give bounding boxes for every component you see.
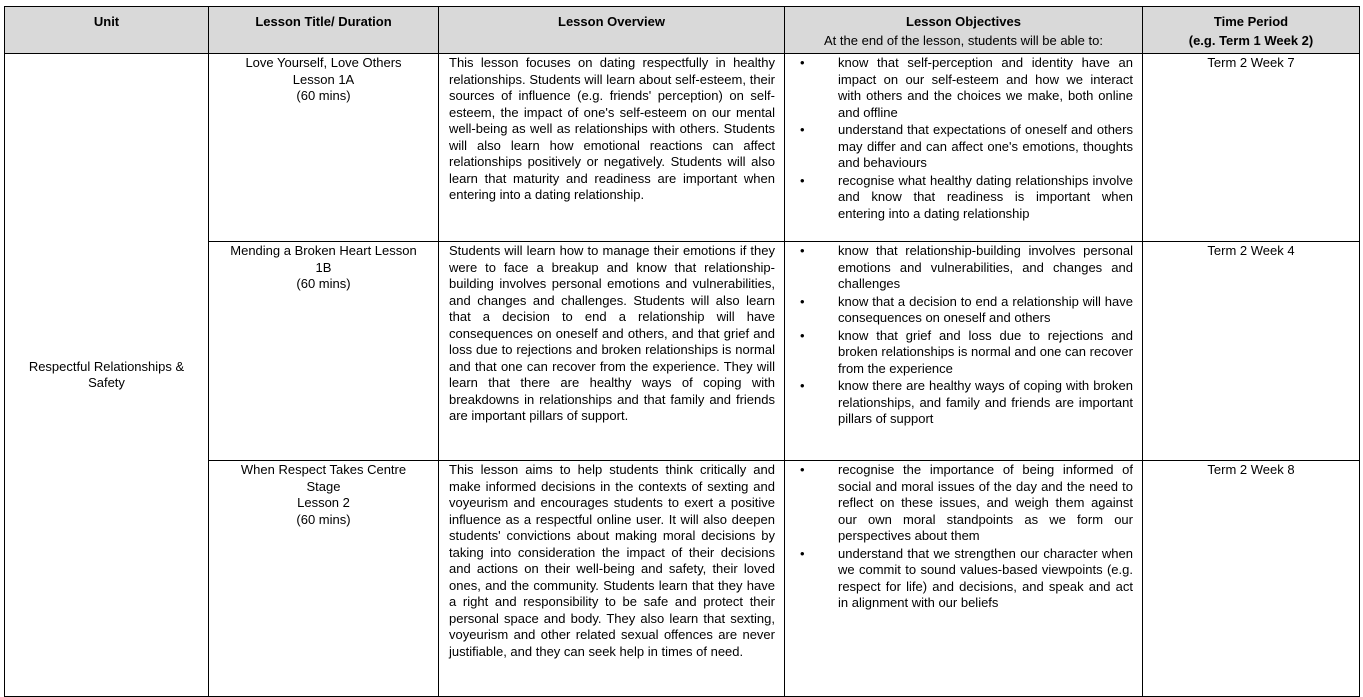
header-unit: Unit bbox=[5, 7, 209, 54]
lesson-overview-cell: This lesson focuses on dating respectfully in healthy relationships. Students will learn about self-esteem, their sources of influence (e.g. friends' perception) on self-esteem, the impact of one's self-esteem on our mental well-being as well as relationships with others. Students will also learn how emotional reactions can affect relationships positively or negatively. Students will also learn that maturity and readiness are important when entering into a dating relationship. bbox=[439, 54, 785, 242]
objective-item: • know that grief and loss due to rejections and broken relationships is normal and one can recover from the experience bbox=[800, 327, 1133, 376]
lesson-plan-table bbox=[4, 6, 1360, 697]
lesson-objectives-cell bbox=[785, 54, 1143, 242]
objective-item: • know that relationship-building involves personal emotions and vulnerabilities, and changes and challenges bbox=[800, 243, 1133, 291]
lesson-objectives-cell bbox=[785, 242, 1143, 461]
header-objectives-subtitle: At the end of the lesson, students will be able to: bbox=[824, 32, 1103, 48]
unit-cell: Respectful Relationships & Safety bbox=[5, 54, 209, 697]
header-time-period: Time Period (e.g. Term 1 Week 2) bbox=[1143, 7, 1360, 54]
time-period-cell: Term 2 Week 4 bbox=[1143, 242, 1360, 461]
lesson-overview-cell: Students will learn how to manage their emotions if they were to face a breakup and know that relationship-building involves personal emotions and vulnerabilities, and changes and challenges. Students will also learn that a decision to end a relationship will have consequences on oneself and others, and that grief and loss due to rejections and broken relationships is normal and that one can recover from the experience. They will learn that there are healthy ways of coping with breakdowns in relationships and that family and friends are important pillars of support. bbox=[439, 242, 785, 461]
lesson-overview-cell: This lesson aims to help students think critically and make informed decisions in the contexts of sexting and voyeurism and encourages students to exert a positive influence as a respectful online user. It will also deepen students' convictions about making moral decisions by taking into consideration the impact of their decisions and actions on their well-being and safety, their loved ones, and the community. Students learn that they have a right and responsibility to be safe and protect their personal space and body. They also learn that sexting, voyeurism and other related sexual offences are never justifiable, and they can seek help in times of need. bbox=[439, 461, 785, 697]
objective-item: • recognise the importance of being informed of social and moral issues of the day and the need to reflect on these issues, and weigh them against our own moral standpoints as we form our perspectives about them bbox=[800, 462, 1133, 543]
header-lesson-title: Lesson Title/ Duration bbox=[209, 7, 439, 54]
table-row bbox=[5, 461, 1360, 697]
time-period-cell: Term 2 Week 7 bbox=[1143, 54, 1360, 242]
time-period-cell: Term 2 Week 8 bbox=[1143, 461, 1360, 697]
objective-item: • know that self-perception and identity have an impact on our self-esteem and how we interact with others and the choices we make, both online and offline bbox=[800, 55, 1133, 120]
lesson-title-cell: Mending a Broken Heart Lesson 1B (60 mins) bbox=[209, 242, 439, 461]
lesson-objectives-cell bbox=[785, 461, 1143, 697]
objective-item: • understand that expectations of oneself and others may differ and can affect one's emotions, thoughts and behaviours bbox=[800, 122, 1133, 170]
table-row bbox=[5, 242, 1360, 461]
objective-item: • know there are healthy ways of coping with broken relationships, and family and friends are important pillars of support bbox=[800, 378, 1133, 426]
objective-item: • understand that we strengthen our character when we commit to sound values-based viewpoints (e.g. respect for life) and decisions, and speak and act in alignment with our beliefs bbox=[800, 545, 1133, 610]
header-row bbox=[5, 7, 1360, 54]
lesson-title-cell: When Respect Takes Centre Stage Lesson 2 (60 mins) bbox=[209, 461, 439, 697]
table-row bbox=[5, 54, 1360, 242]
header-time-example: (e.g. Term 1 Week 2) bbox=[1188, 32, 1314, 48]
objective-item: • recognise what healthy dating relationships involve and know that readiness is important when entering into a dating relationship bbox=[800, 172, 1133, 221]
header-lesson-overview: Lesson Overview bbox=[439, 7, 785, 54]
lesson-title-cell: Love Yourself, Love Others Lesson 1A (60 mins) bbox=[209, 54, 439, 242]
objective-item: • know that a decision to end a relationship will have consequences on oneself and others bbox=[800, 293, 1133, 325]
header-lesson-objectives: Lesson Objectives At the end of the lesson, students will be able to: bbox=[785, 7, 1143, 54]
